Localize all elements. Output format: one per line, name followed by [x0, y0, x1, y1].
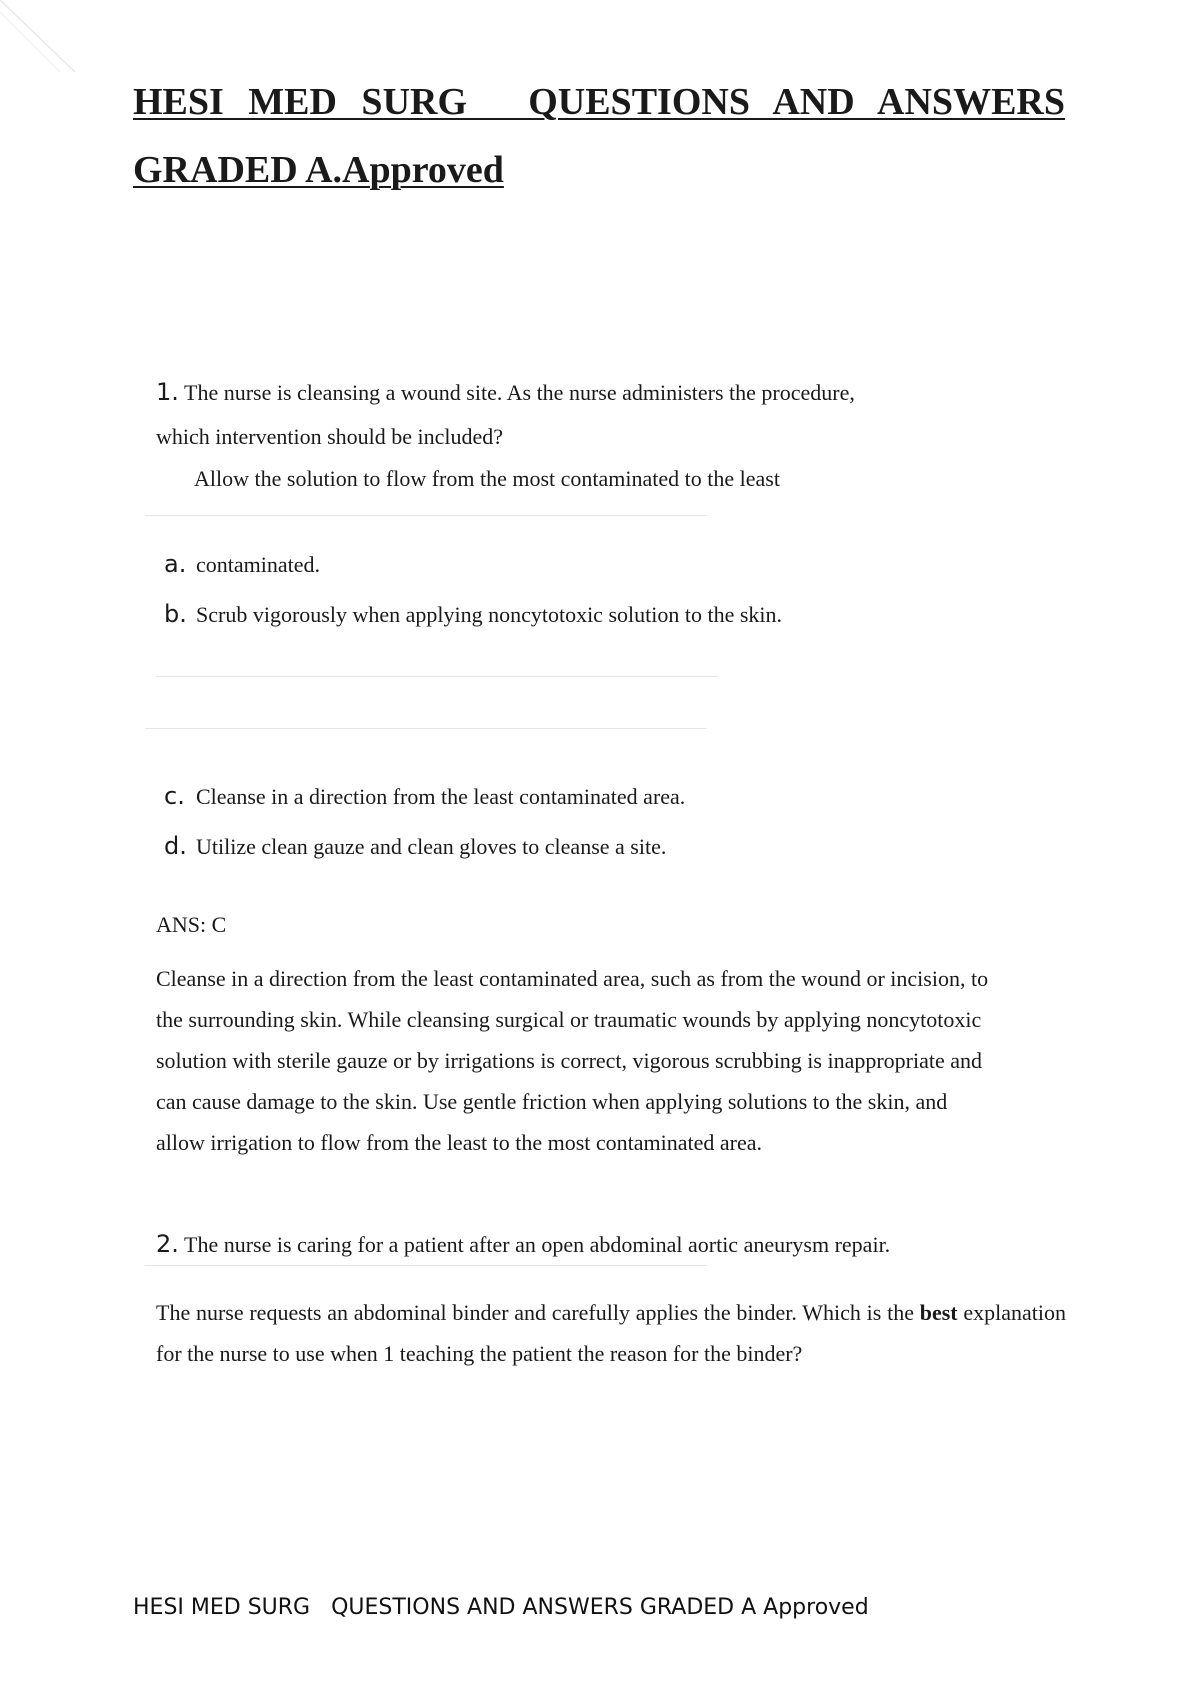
option-c-text: Cleanse in a direction from the least contaminated area. [196, 784, 686, 809]
option-b-text: Scrub vigorously when applying noncytotoxic solution to the skin. [196, 602, 783, 627]
question-2-text-before: The nurse requests an abdominal binder and carefully applies the binder. Which is the [156, 1300, 920, 1325]
option-c[interactable] [164, 782, 685, 810]
divider-line [145, 515, 707, 516]
answer-rationale: Cleanse in a direction from the least contaminated area, such as from the wound or incision, to the surrounding skin. While cleansing surgical or traumatic wounds by applying noncytotoxic solution with sterile gauze or by irrigations is correct, vigorous scrubbing is inappropriate and can cause damage to the skin. Use gentle friction when applying solutions to the skin, and allow irrigation to flow from the least to the most contaminated area. [156, 966, 989, 1155]
document-title [133, 68, 1065, 204]
title-line-1: HESI MED SURG QUESTIONS AND ANSWERS [133, 81, 1065, 123]
option-a-letter: a. [164, 550, 187, 578]
divider-line [145, 728, 707, 729]
corner-decoration [0, 0, 80, 80]
option-a[interactable] [164, 550, 320, 578]
title-line-2: GRADED A.Approved [133, 149, 504, 191]
question-2-stem-line-1 [156, 1230, 890, 1258]
question-1-stem-text-1: The nurse is cleansing a wound site. As the nurse administers the procedure, [184, 380, 855, 405]
divider-line [145, 1265, 707, 1266]
option-a-text: contaminated. [196, 552, 321, 577]
divider-line [156, 676, 718, 677]
option-d-text: Utilize clean gauze and clean gloves to cleanse a site. [196, 834, 667, 859]
option-b-letter: b. [164, 600, 187, 628]
question-2-paragraph [156, 1292, 1066, 1374]
question-2-number: 2. [156, 1230, 179, 1258]
question-2-emphasis: best [919, 1300, 958, 1325]
question-1-fragment: Allow the solution to flow from the most contaminated to the least [194, 466, 780, 491]
answer-label: ANS: C [156, 912, 227, 937]
option-b[interactable] [164, 600, 782, 628]
option-d[interactable] [164, 832, 666, 860]
question-1-number: 1. [156, 378, 179, 406]
question-2-stem-text-1: The nurse is caring for a patient after an open abdominal aortic aneurysm repair. [184, 1232, 891, 1257]
question-2-text-after: explanation for the nurse to use when 1 teaching the patient the reason for the binder? [156, 1300, 1066, 1366]
option-d-letter: d. [164, 832, 187, 860]
page-footer: HESI MED SURG QUESTIONS AND ANSWERS GRADED A Approved [133, 1595, 869, 1620]
question-1-stem-line-1 [156, 378, 855, 406]
option-c-letter: c. [164, 782, 185, 810]
question-1-stem-line-2: which intervention should be included? [156, 424, 504, 449]
